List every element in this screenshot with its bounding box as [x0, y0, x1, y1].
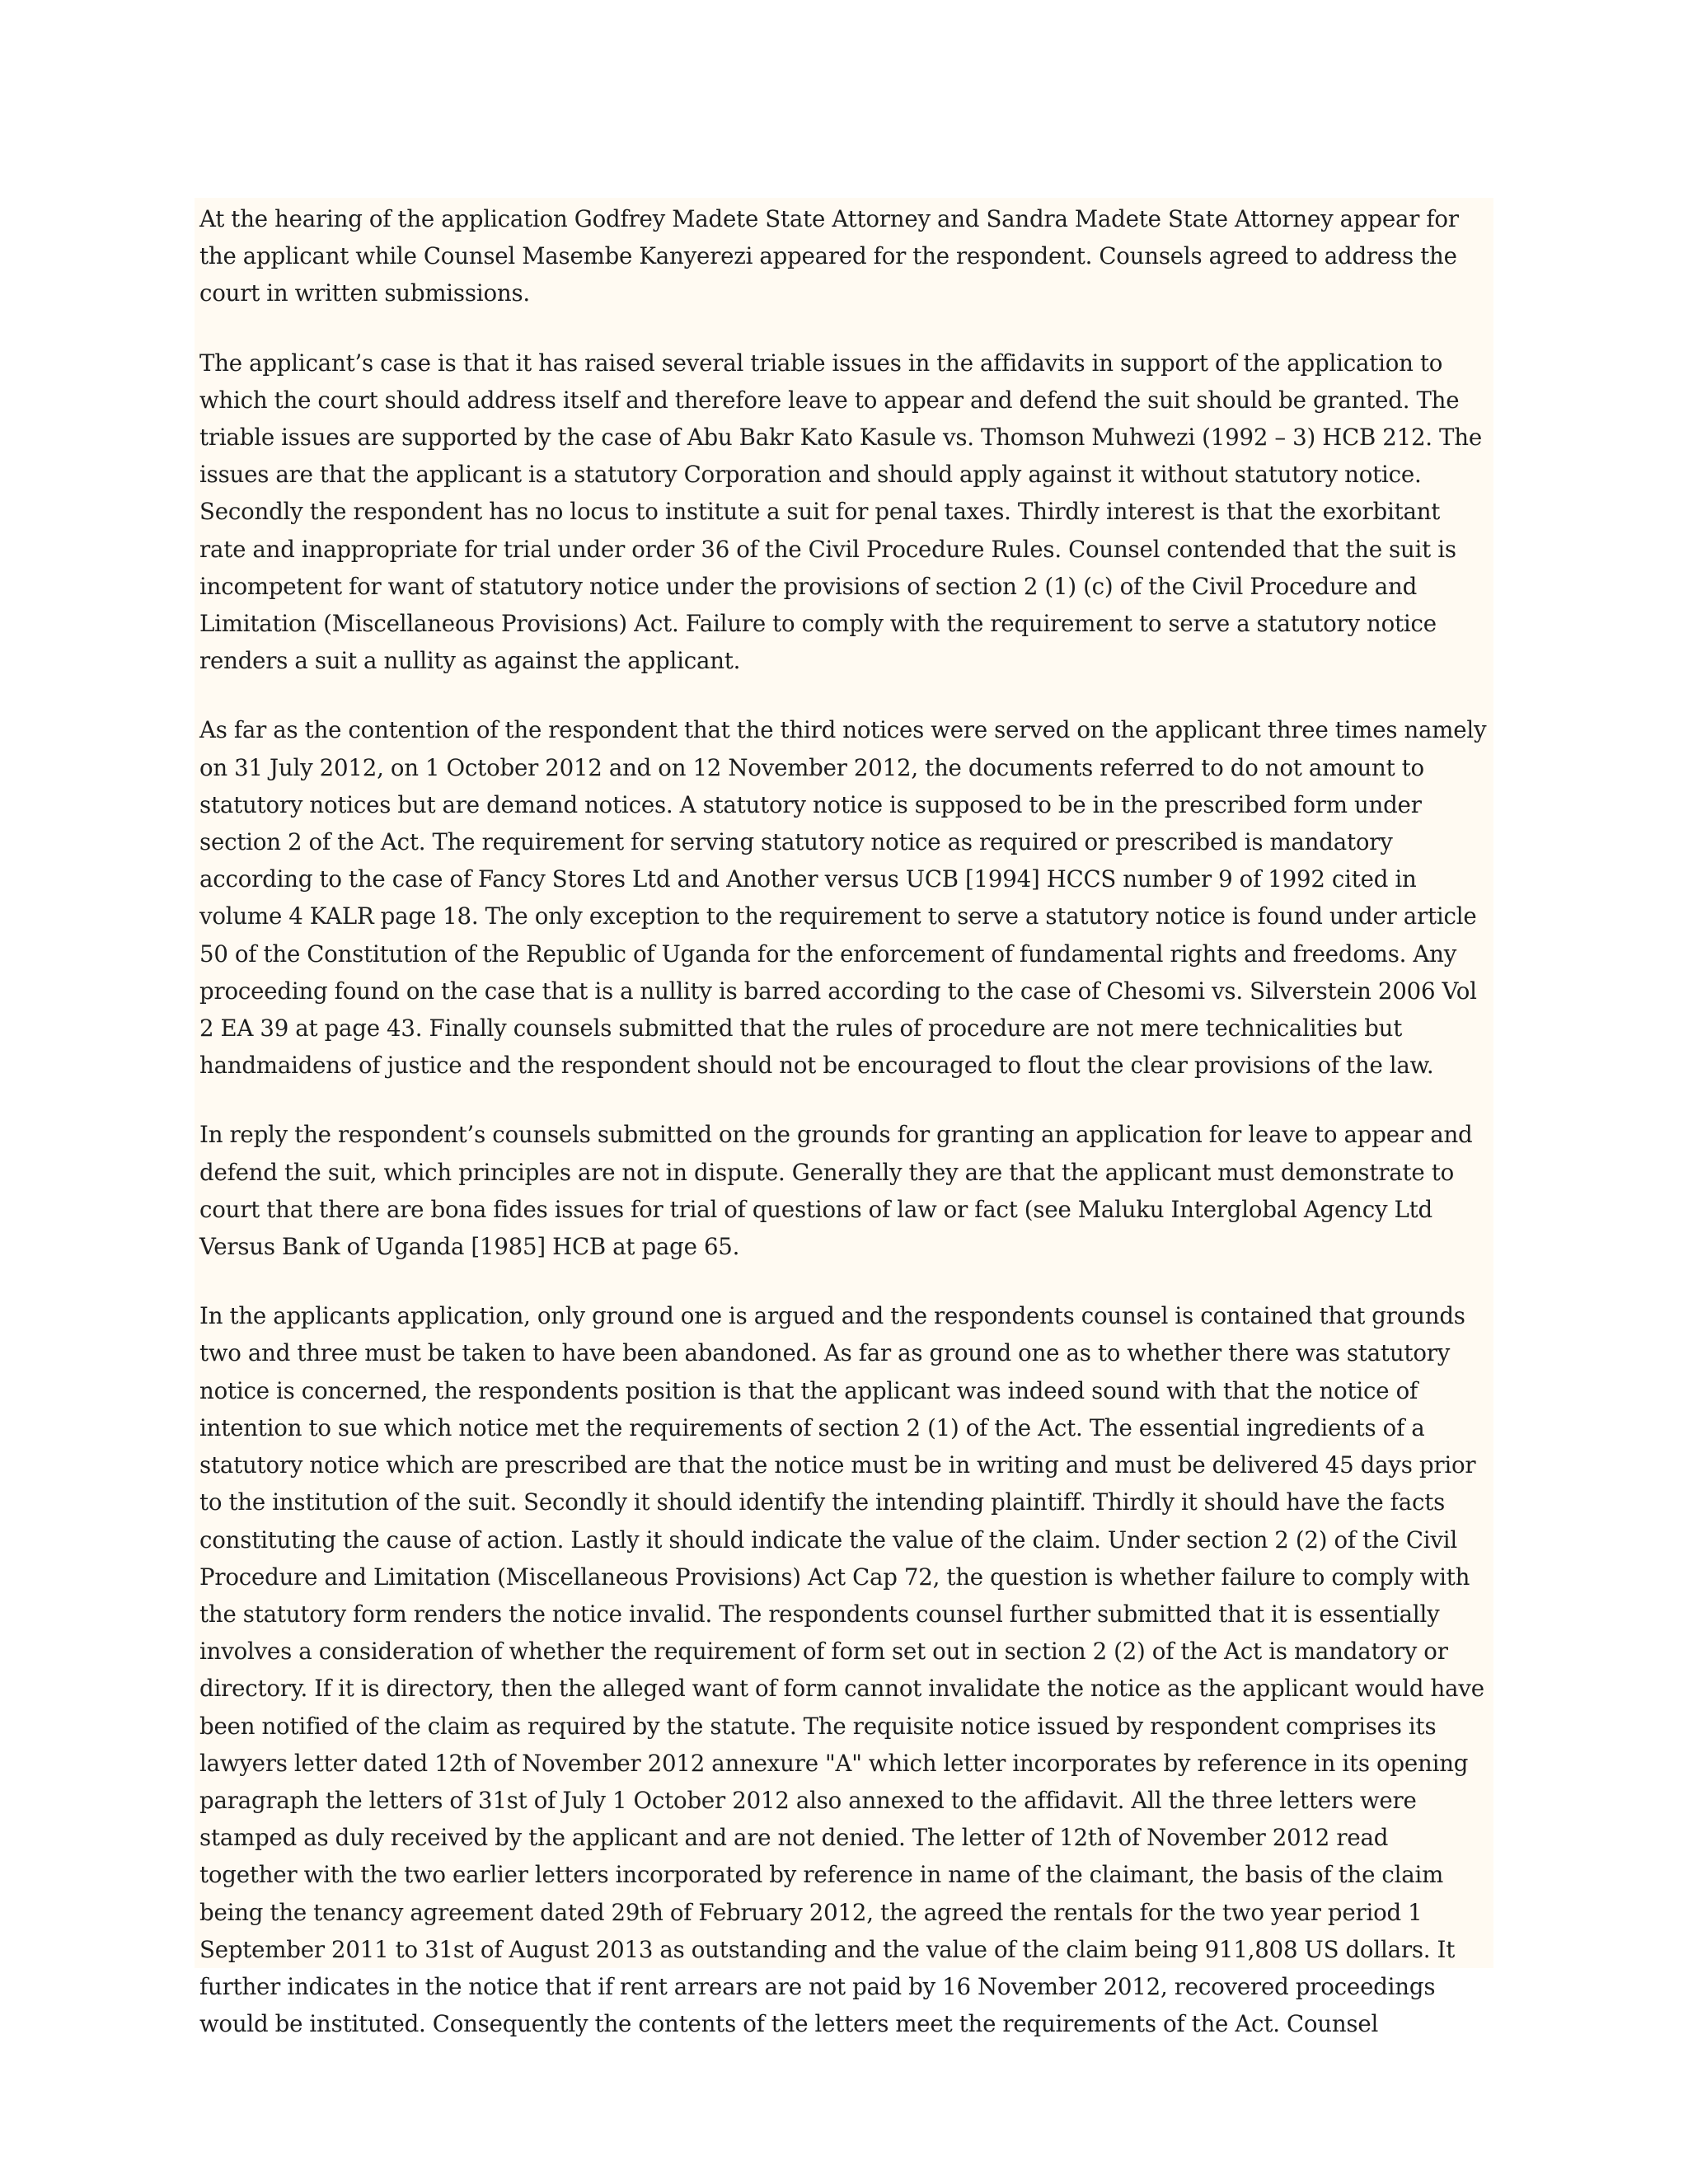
- paragraph-ground-one: In the applicants application, only ground one is argued and the respondents counsel is contained that grounds two and three must be taken to have been abandoned. As far as ground one as to whether there was statutory notice is concerned, the respondents position is that the applicant was indeed sound with that the notice of intention to sue which notice met the requirements of section 2 (1) of the Act. The essential ingredients of a statutory notice which are prescribed are that the notice must be in writing and must be delivered 45 days prior to the institution of the suit. Secondly it should identify the intending plaintiff. Thirdly it should have the facts constituting the cause of action. Lastly it should indicate the value of the claim. Under section 2 (2) of the Civil Procedure and Limitation (Miscellaneous Provisions) Act Cap 72, the question is whether failure to comply with the statutory form renders the notice invalid. The respondents counsel further submitted that it is essentially involves a consideration of whether the requirement of form set out in section 2 (2) of the Act is mandatory or directory. If it is directory, then the alleged want of form cannot invalidate the notice as the applicant would have been notified of the claim as required by the statute. The requisite notice issued by respondent comprises its lawyers letter dated 12th of November 2012 annexure "A" which letter incorporates by reference in its opening paragraph the letters of 31st of July 1 October 2012 also annexed to the affidavit. All the three letters were stamped as duly received by the applicant and are not denied. The letter of 12th of November 2012 read together with the two earlier letters incorporated by reference in name of the claimant, the basis of the claim being the tenancy agreement dated 29th of February 2012, the agreed the rentals for the two year period 1 September 2011 to 31st of August 2013 as outstanding and the value of the claim being 911,808 US dollars. It further indicates in the notice that if rent arrears are not paid by 16 November 2012, recovered proceedings would be instituted. Consequently the contents of the letters meet the requirements of the Act. Counsel: [199, 1302, 1484, 2038]
- paragraph-respondent-reply: In reply the respondent’s counsels submitted on the grounds for granting an application for leave to appear and defend the suit, which principles are not in dispute. Generally they are that the applicant must demonstrate to court that there are bona fides issues for trial of questions of law or fact (see Maluku Interglobal Agency Ltd Versus Bank of Uganda [1985] HCB at page 65.: [199, 1121, 1473, 1261]
- paragraph-hearing: At the hearing of the application Godfrey Madete State Attorney and Sandra Madete State Attorney appear for the applicant while Counsel Masembe Kanyerezi appeared for the respondent. Counsels agreed to address the court in written submissions.: [199, 205, 1459, 307]
- paragraph-applicant-case: The applicant’s case is that it has raised several triable issues in the affidavits in support of the application to which the court should address itself and therefore leave to appear and defend the suit should be granted. The triable issues are supported by the case of Abu Bakr Kato Kasule vs. Thomson Muhwezi (1992 – 3) HCB 212. The issues are that the applicant is a statutory Corporation and should apply against it without statutory notice. Secondly the respondent has no locus to institute a suit for penal taxes. Thirdly interest is that the exorbitant rate and inappropriate for trial under order 36 of the Civil Procedure Rules. Counsel contended that the suit is incompetent for want of statutory notice under the provisions of section 2 (1) (c) of the Civil Procedure and Limitation (Miscellaneous Provisions) Act. Failure to comply with the requirement to serve a statutory notice renders a suit a nullity as against the applicant.: [199, 349, 1482, 675]
- document-body: [195, 198, 1493, 2038]
- paragraph-statutory-notices: As far as the contention of the respondent that the third notices were served on the applicant three times namely on 31 July 2012, on 1 October 2012 and on 12 November 2012, the documents referred to do not amount to statutory notices but are demand notices. A statutory notice is supposed to be in the prescribed form under section 2 of the Act. The requirement for serving statutory notice as required or prescribed is mandatory according to the case of Fancy Stores Ltd and Another versus UCB [1994] HCCS number 9 of 1992 cited in volume 4 KALR page 18. The only exception to the requirement to serve a statutory notice is found under article 50 of the Constitution of the Republic of Uganda for the enforcement of fundamental rights and freedoms. Any proceeding found on the case that is a nullity is barred according to the case of Chesomi vs. Silverstein 2006 Vol 2 EA 39 at page 43. Finally counsels submitted that the rules of procedure are not mere technicalities but handmaidens of justice and the respondent should not be encouraged to flout the clear provisions of the law.: [199, 716, 1487, 1080]
